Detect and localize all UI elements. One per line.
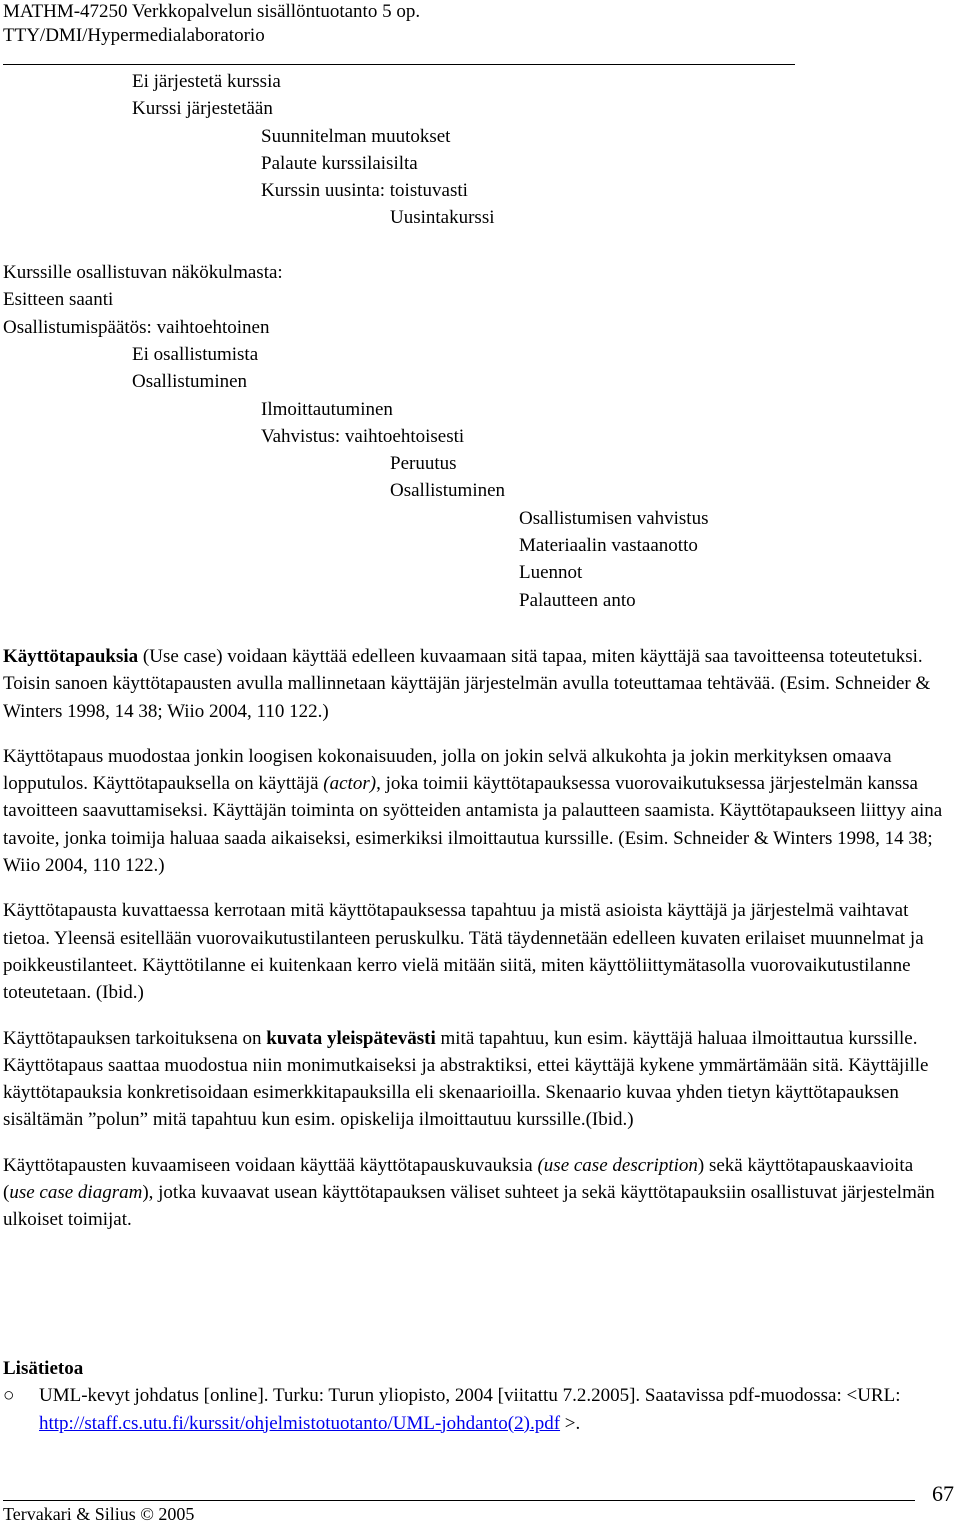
outline-line: Kurssi järjestetään xyxy=(132,98,273,120)
reference-end: >. xyxy=(560,1412,581,1434)
further-reading xyxy=(3,1355,945,1437)
header-department-line: TTY/DMI/Hypermedialaboratorio xyxy=(3,25,265,46)
term-use-cases: Käyttötapauksia xyxy=(3,646,139,667)
paragraph-use-case-purpose xyxy=(3,1025,945,1134)
outline-line: Vahvistus: vaihtoehtoisesti xyxy=(261,425,465,447)
outline-line: Osallistuminen xyxy=(132,371,248,393)
term-use-case-diagram: use case diagram xyxy=(9,1182,143,1204)
outline-line: Palautteen anto xyxy=(519,589,636,611)
reference-link[interactable]: http://staff.cs.utu.fi/kurssit/ohjelmistotuotanto/UML-johdanto(2).pdf xyxy=(39,1412,561,1434)
paragraph-text: Käyttötapaus muodostaa jonkin loogisen kokonaisuuden, jolla on jokin selvä alkukohta ja jokin merkityksen omaava lopputulos. Käyttötapauksella on käyttäjä xyxy=(3,745,892,795)
term-describe-generally: kuvata yleispätevästi xyxy=(266,1027,436,1049)
paragraph-use-cases-intro xyxy=(3,643,945,725)
outline-line: Uusintakurssi xyxy=(390,207,495,229)
outline-line: Ei järjestetä kurssia xyxy=(132,71,281,92)
paragraph-use-case-description: Käyttötapausta kuvattaessa kerrotaan mitä käyttötapauksessa tapahtuu ja mistä asioista käyttäjä ja järjestelmä vaihtavat tietoa. Yleensä esitellään vuorovaikutustilanteen peruskulku. Tätä täydennetään edelleen kuvaten erilaiset muunnelmat ja poikkeustilanteet. Käyttötilanne ei kuitenkaan kerro vielä mitään siitä, miten käyttöliittymätasolla vuorovaikutustilanne toteutetaan. (Ibid.) xyxy=(3,900,924,1004)
bullet-circle-icon: ○ xyxy=(3,1385,15,1407)
paragraph-use-case-definition xyxy=(3,743,945,879)
outline-line: Osallistuminen xyxy=(390,480,506,502)
reference-text xyxy=(39,1382,945,1437)
outline-line: Peruutus xyxy=(390,453,457,475)
header-course-line: MATHM-47250 Verkkopalvelun sisällöntuotanto 5 op. xyxy=(3,1,421,22)
footer-copyright: Tervakari & Silius © 2005 xyxy=(3,1504,195,1524)
footer-rule xyxy=(3,1500,915,1501)
outline-line: Materiaalin vastaanotto xyxy=(519,535,698,557)
paragraph-text: ), jotka kuvaavat usean käyttötapauksen väliset suhteet ja sekä käyttötapauksiin osallistuvat järjestelmän ulkoiset toimijat. xyxy=(3,1182,935,1231)
paragraph-use-case-documentation xyxy=(3,1152,945,1234)
outline-line: Kurssille osallistuvan näkökulmasta: xyxy=(3,262,283,284)
body-text xyxy=(3,643,945,1252)
process-outline xyxy=(3,68,708,614)
header-rule xyxy=(3,64,795,65)
term-use-case-description: (use case description xyxy=(537,1154,698,1176)
paragraph-text: Käyttötapauksen tarkoituksena on xyxy=(3,1027,267,1049)
outline-line: Esitteen saanti xyxy=(3,289,114,311)
outline-line: Suunnitelman muutokset xyxy=(261,125,451,147)
paragraph-text: Käyttötapausten kuvaamiseen voidaan käyttää käyttötapauskuvauksia xyxy=(3,1154,538,1176)
outline-line: Osallistumispäätös: vaihtoehtoinen xyxy=(3,316,270,338)
paragraph-text: (Use case) voidaan käyttää edelleen kuvaamaan sitä tapaa, miten käyttäjä saa tavoitteensa toteutetuksi. Toisin sanoen käyttötapausten avulla mallinnetaan käyttäjän järjestelmän avulla toteuttamaa tehtävää. (Esim. Schneider & Winters 1998, 14 38; Wiio 2004, 110 122.) xyxy=(3,646,931,722)
outline-line: Ilmoittautuminen xyxy=(261,398,393,420)
outline-line: Osallistumisen vahvistus xyxy=(519,507,709,529)
outline-line: Ei osallistumista xyxy=(132,343,259,365)
paragraph-text: , joka toimii käyttötapauksessa vuorovaikutuksessa järjestelmän kanssa tavoitteen saavuttamiseksi. Käyttäjän toiminta on syötteiden antamista ja palautteen saamista. Käyttötapaukseen liittyy aina tavoite, jonka toimija haluaa saada aikaiseksi, esimerkiksi ilmoittautua kurssille. (Esim. Schneider & Winters 1998, 14 38; Wiio 2004, 110 122.) xyxy=(3,773,943,877)
further-reading-title: Lisätietoa xyxy=(3,1358,84,1379)
reference-item xyxy=(3,1382,945,1437)
outline-line xyxy=(3,232,708,259)
reference-citation: UML-kevyt johdatus [online]. Turku: Turun yliopisto, 2004 [viitattu 7.2.2005]. Saatavissa pdf-muodossa: <URL: xyxy=(39,1385,901,1407)
term-actor: (actor) xyxy=(323,773,377,795)
outline-line: Palaute kurssilaisilta xyxy=(261,152,418,174)
page-header xyxy=(3,0,420,48)
paragraph-text: mitä tapahtuu, kun esim. käyttäjä haluaa ilmoittautua kurssille. Käyttötapaus saattaa muodostua niin monimutkaiseksi ja abstraktiksi, ettei käyttäjä kykene ymmärtämään sitä. Käyttäjille käyttötapauksia konkretisoidaan esimerkkitapauksilla eli skenaarioilla. Skenaario kuvaa yhden tietyn käyttötapauksen sisältämän ”polun” mitä tapahtuu kun esim. opiskelija ilmoittautuu kurssille.(Ibid.) xyxy=(3,1027,929,1131)
outline-line: Kurssin uusinta: toistuvasti xyxy=(261,180,468,202)
paragraph-text: ) sekä käyttötapauskaavioita ( xyxy=(3,1154,914,1204)
page-number: 67 xyxy=(932,1481,954,1506)
outline-line: Luennot xyxy=(519,562,583,584)
